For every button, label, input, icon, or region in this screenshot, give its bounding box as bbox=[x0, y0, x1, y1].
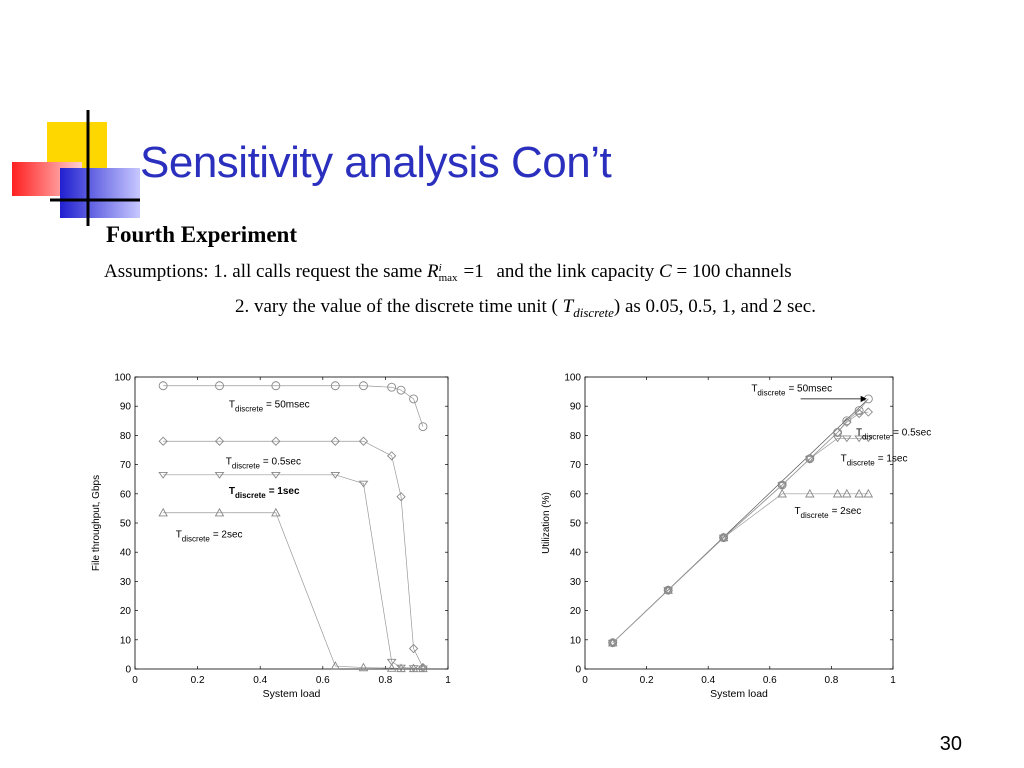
x-tick-label: 0 bbox=[582, 675, 588, 686]
assumption-1-text-b: and the link capacity bbox=[496, 261, 655, 282]
plot-frame bbox=[135, 377, 448, 669]
y-tick-label: 100 bbox=[564, 372, 581, 384]
y-axis-label: Utilization (%) bbox=[541, 492, 552, 554]
series-1 bbox=[609, 408, 873, 647]
data-point bbox=[216, 472, 224, 478]
y-tick-label: 30 bbox=[569, 576, 581, 588]
y-tick-label: 60 bbox=[119, 489, 131, 501]
series-line bbox=[163, 475, 423, 669]
x-tick-label: 0 bbox=[132, 675, 138, 686]
x-tick-label: 0.6 bbox=[315, 675, 330, 686]
x-tick-label: 0.2 bbox=[190, 675, 205, 686]
r-equals: =1 bbox=[463, 261, 484, 282]
assumption-2-text: 2. vary the value of the discrete time unit ( bbox=[235, 296, 558, 317]
y-tick-label: 30 bbox=[119, 576, 131, 588]
r-symbol: R bbox=[426, 261, 439, 282]
x-axis-label: System load bbox=[262, 688, 321, 700]
x-tick-label: 0.2 bbox=[639, 675, 654, 686]
y-tick-label: 10 bbox=[569, 635, 581, 647]
y-tick-label: 40 bbox=[119, 547, 131, 559]
y-tick-label: 100 bbox=[114, 372, 131, 384]
data-point bbox=[159, 472, 167, 478]
x-tick-label: 0.8 bbox=[824, 675, 839, 686]
series-annotation: $T_{discrete} = 50msec$ bbox=[751, 383, 833, 398]
series-annotation: $T_{discrete} = 0.5\sec$ bbox=[225, 456, 301, 471]
y-tick-label: 20 bbox=[569, 606, 581, 618]
assumption-2-text-b: ) as 0.05, 0.5, 1, and 2 sec. bbox=[613, 296, 816, 317]
series-line bbox=[613, 412, 869, 643]
series-annotation: $T_{discrete} = 50msec$ bbox=[228, 399, 310, 414]
series-2 bbox=[159, 472, 427, 671]
c-symbol: C bbox=[659, 261, 672, 282]
assumption-line-2 bbox=[235, 296, 816, 321]
assumption-1-text: 1. all calls request the same bbox=[213, 261, 423, 282]
data-point bbox=[272, 509, 280, 516]
series-line bbox=[163, 441, 423, 667]
page-number: 30 bbox=[939, 733, 962, 755]
series-annotation: $T_{discrete} = 2\sec$ bbox=[794, 506, 862, 521]
c-value: = 100 channels bbox=[676, 261, 792, 282]
data-point bbox=[159, 509, 167, 516]
series-annotation: $T_{discrete} = 2\sec$ bbox=[175, 529, 243, 544]
y-tick-label: 80 bbox=[119, 430, 131, 442]
x-tick-label: 1 bbox=[890, 675, 896, 686]
series-3 bbox=[159, 509, 427, 672]
deco-blue-square bbox=[60, 168, 140, 218]
y-tick-label: 50 bbox=[119, 518, 131, 530]
series-line bbox=[613, 438, 869, 642]
series-annotation: $T_{discrete} = 1\sec$ bbox=[228, 485, 300, 500]
data-point bbox=[272, 472, 280, 478]
y-tick-label: 0 bbox=[575, 664, 581, 676]
series-annotation: $T_{discrete} = 0.5\sec$ bbox=[856, 427, 932, 442]
r-indices: i max bbox=[438, 261, 458, 284]
throughput-chart bbox=[85, 365, 465, 705]
series-1 bbox=[159, 437, 427, 671]
data-point bbox=[216, 509, 224, 516]
y-tick-label: 90 bbox=[119, 401, 131, 413]
t-subscript: discrete bbox=[573, 304, 614, 320]
y-tick-label: 0 bbox=[125, 664, 131, 676]
assumption-line-1 bbox=[104, 261, 792, 283]
x-tick-label: 0.6 bbox=[762, 675, 777, 686]
y-tick-label: 90 bbox=[569, 401, 581, 413]
data-point bbox=[843, 490, 851, 497]
data-point bbox=[331, 472, 339, 478]
x-tick-label: 0.8 bbox=[378, 675, 393, 686]
page-title: Sensitivity analysis Con’t bbox=[140, 138, 612, 187]
series-2 bbox=[609, 436, 873, 646]
x-tick-label: 1 bbox=[445, 675, 451, 686]
data-point bbox=[419, 423, 427, 431]
y-tick-label: 20 bbox=[119, 606, 131, 618]
assumptions-label: Assumptions: bbox=[104, 261, 209, 282]
y-axis-label: File throughput, Gbps bbox=[91, 474, 102, 572]
y-tick-label: 50 bbox=[569, 518, 581, 530]
y-tick-label: 80 bbox=[569, 430, 581, 442]
subtitle: Fourth Experiment bbox=[106, 222, 298, 247]
data-point bbox=[855, 490, 863, 497]
data-point bbox=[864, 490, 872, 497]
x-tick-label: 0.4 bbox=[701, 675, 716, 686]
series-annotation: $T_{discrete} = 1\sec$ bbox=[840, 453, 908, 468]
data-point bbox=[843, 436, 851, 442]
y-tick-label: 70 bbox=[569, 460, 581, 472]
data-point bbox=[806, 490, 814, 497]
y-tick-label: 40 bbox=[569, 547, 581, 559]
t-symbol: T bbox=[562, 296, 574, 317]
data-point bbox=[834, 490, 842, 497]
x-axis-label: System load bbox=[710, 688, 768, 700]
series-line bbox=[613, 494, 869, 643]
utilization-chart bbox=[535, 365, 932, 705]
y-tick-label: 60 bbox=[569, 489, 581, 501]
y-tick-label: 70 bbox=[119, 460, 131, 472]
y-tick-label: 10 bbox=[119, 635, 131, 647]
x-tick-label: 0.4 bbox=[253, 675, 268, 686]
